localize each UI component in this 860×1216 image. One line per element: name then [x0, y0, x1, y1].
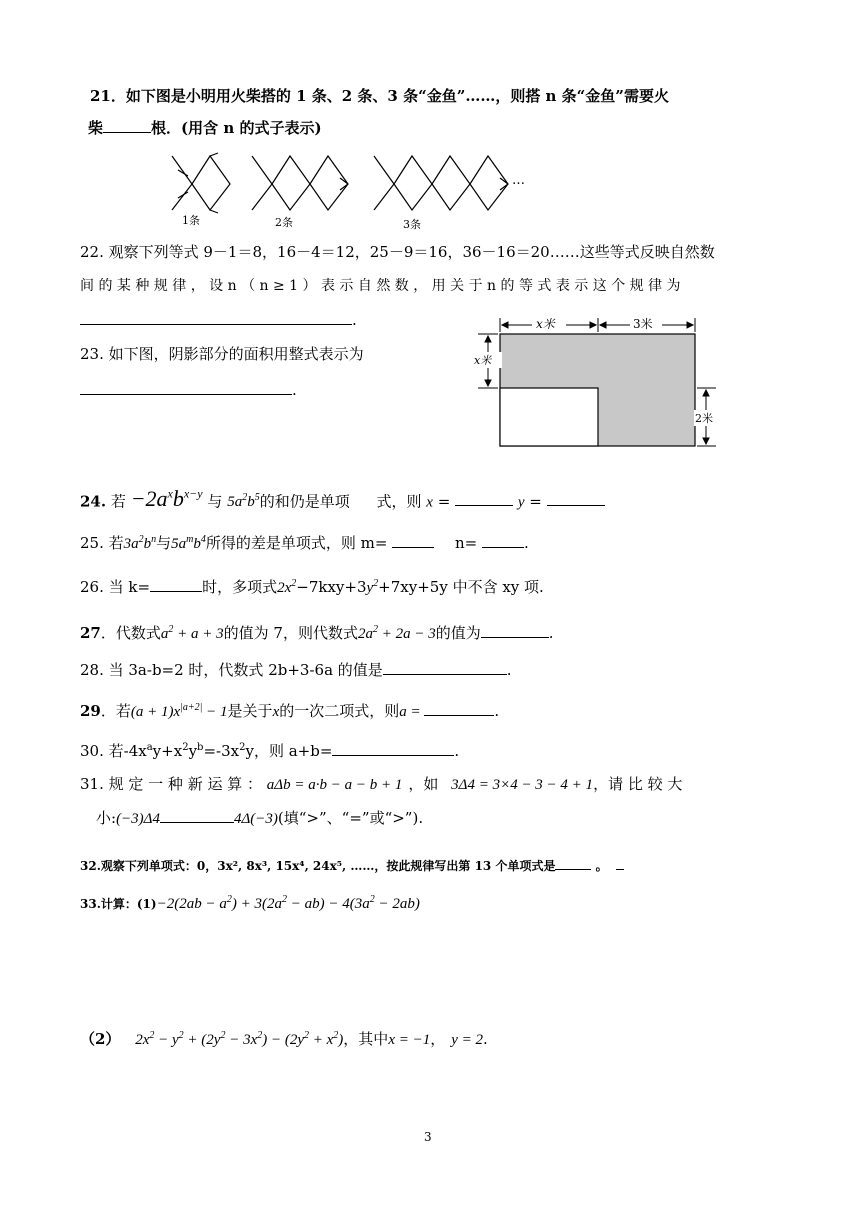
page-number: 3 [424, 1130, 432, 1144]
q24-t3: 的和仍是单项 [259, 492, 350, 511]
q26-term2: $y^2$ [366, 578, 379, 596]
q22-end: . [352, 311, 357, 329]
q32-t1: 32.观察下列单项式：0，3x², 8x³, 15x⁴, 24x⁵, ……，按此规律写出第 13 个单项式是 [80, 859, 556, 873]
q25-term1: $3a^2b^n$ [123, 534, 157, 552]
q24-x-blank[interactable] [455, 491, 513, 506]
q26-t2: 时，多项式 [202, 578, 278, 596]
q24-y: y [517, 494, 525, 511]
q33-part1 [80, 890, 420, 914]
q25-t1: 25. 若 [80, 534, 124, 552]
q29-expr: $(a + 1)x^{|a+2|} - 1$ [130, 702, 228, 720]
q26-t4: +7xy+5y 中不含 xy 项. [378, 578, 544, 596]
q24-line [80, 484, 605, 510]
q31-line2 [96, 808, 423, 829]
fish-label-2: 2条 [275, 216, 293, 229]
q25-t5: . [523, 534, 529, 552]
q33-t1: 33.计算：(1) [80, 897, 157, 911]
q21-line1 [90, 86, 669, 106]
q31-compare-blank[interactable] [160, 808, 234, 823]
q30-answer-blank[interactable] [332, 741, 454, 756]
q23-end: . [292, 381, 297, 399]
q28-t1: 28. 当 3a-b=2 时，代数式 2b+3-6a 的值是 [80, 661, 383, 679]
q31-definition: aΔb = a·b − a − b + 1 [266, 777, 403, 793]
q33-expr1: $-2(2ab - a^2) + 3(2a^2 - ab) - 4(3a^2 - 2ab)$ [156, 894, 420, 912]
q30-t3: y [188, 742, 198, 760]
q33-p2-where: ，其中 [343, 1030, 389, 1048]
q30-t4: =-3x [203, 742, 240, 760]
fish-label-1: 1条 [182, 214, 200, 227]
q27-t4: . [548, 624, 554, 642]
q31-t1: 31. 规 定 一 种 新 运 算 ： [80, 775, 263, 793]
q25-term2: $5a^mb^4$ [171, 534, 206, 552]
q23-line2 [80, 380, 297, 400]
q21-answer-blank[interactable] [103, 118, 151, 133]
q31-t2: ，如 [408, 775, 439, 793]
q21-line2 [88, 118, 322, 138]
q31-t5: (填“>”、“=”或“>”). [277, 809, 424, 827]
q30-t6: . [454, 742, 460, 760]
q26-k-blank[interactable] [150, 577, 202, 592]
q24-term1: $-2a^xb^{x-y}$ [130, 486, 203, 512]
q33-p2-end: . [483, 1030, 488, 1048]
q27-number: 27 [80, 624, 101, 642]
q24-t1: 若 [110, 492, 126, 511]
fish-1 [172, 153, 230, 213]
white-rect [500, 388, 598, 446]
q28-line [80, 660, 512, 680]
q32-line [80, 856, 624, 876]
q33-x-value: x = −1 [388, 1032, 431, 1048]
fish-2 [252, 156, 348, 210]
q31-example: 3Δ4 = 3×4 − 3 − 4 + 1 [451, 777, 594, 793]
q27-t3: 的值为 [435, 624, 481, 642]
q24-t4: 式，则 [376, 492, 422, 511]
q33-part2: （2） $2x^2 - y^2 + (2y^2 - 3x^2) - (2y^2 + x^2)$，其中x = −1， y = 2. [80, 1030, 488, 1048]
q29-line [80, 698, 499, 722]
q24-y-blank[interactable] [547, 491, 605, 506]
q24-t2: 与 [207, 492, 223, 511]
q32-answer-blank[interactable] [555, 858, 591, 870]
dim-top-right: 3米 [633, 317, 653, 331]
q28-t2: . [506, 661, 512, 679]
q23-answer-blank[interactable] [80, 380, 292, 395]
q24-number: 24. [80, 492, 107, 511]
q29-number: 29 [80, 702, 101, 720]
shaded-area-figure [470, 312, 720, 452]
q24-eq2: = [524, 492, 547, 511]
q26-term1: $2x^2$ [277, 578, 297, 596]
q27-expr2: $2a^2 + 2a - 3$ [357, 624, 436, 642]
q27-answer-blank[interactable] [481, 623, 549, 638]
q27-t2: 的值为 7，则代数式 [223, 624, 358, 642]
q30-t5: y，则 a+b= [245, 742, 333, 760]
q26-t3: −7kxy+3 [296, 578, 367, 596]
matchstick-fish-figure [160, 148, 530, 232]
dim-left: x米 [474, 354, 492, 367]
q21-number: 21 [90, 87, 111, 105]
fish-label-3: 3条 [403, 218, 421, 231]
q26-line [80, 574, 544, 598]
q32-trailing-mark [616, 858, 624, 870]
q29-t2: 是关于 [227, 702, 273, 720]
q29-t4: . [494, 702, 500, 720]
q24-eq1: = [432, 492, 456, 511]
q27-line [80, 620, 554, 644]
q25-t3: 所得的差是单项式，则 m= [205, 534, 393, 552]
q29-answer-blank[interactable] [424, 701, 494, 716]
q30-line: 30. 若$-4x^ay+x^2y^b=-3x^2y$，则 a+b= . [80, 742, 460, 760]
dim-right: 2米 [695, 412, 713, 425]
q25-m-blank[interactable] [392, 533, 434, 548]
q28-answer-blank[interactable] [383, 660, 507, 675]
q25-n-blank[interactable] [482, 533, 524, 548]
q31-t3: ，请 比 较 大 [593, 775, 683, 793]
q23-line1: 23. 如下图，阴影部分的面积用整式表示为 [80, 345, 364, 363]
q22-line2: 间 的 某 种 规 律 ， 设 n （ n ≥ 1 ） 表 示 自 然 数 ， 用 关 于 n 的 等 式 表 示 这 个 规 律 为 [80, 278, 681, 294]
q27-t1: ．代数式 [100, 624, 161, 642]
q31-rhs: 4Δ(−3) [233, 811, 278, 827]
q26-t1: 26. 当 k= [80, 578, 151, 596]
q24-x: x [426, 494, 433, 511]
q25-line [80, 530, 529, 554]
fish-dots: … [512, 173, 525, 188]
q21-text-a: 柴 [88, 119, 104, 137]
q24-term2: $5a^2b^5$ [227, 492, 260, 511]
q21-text-b: 根．(用含 n 的式子表示) [151, 119, 322, 137]
q25-t2: 与 [156, 534, 172, 552]
q29-t3: 的一次二项式，则 [279, 702, 400, 720]
q21-text: ．如下图是小明用火柴搭的 1 条、2 条、3 条“金鱼”……，则搭 n 条“金鱼”需要火 [110, 87, 669, 105]
q31-line1 [80, 774, 682, 795]
q29-t1: ．若 [100, 702, 131, 720]
q29-a-eq: a = [399, 704, 425, 720]
q31-lhs: (−3)Δ4 [116, 811, 160, 827]
q31-t4: 小: [96, 809, 117, 827]
q22-answer-blank[interactable] [80, 310, 352, 325]
q25-t4: n= [450, 534, 482, 552]
q29-var-x: x [272, 704, 280, 720]
fish-3 [374, 156, 508, 210]
q27-expr1: $a^2 + a + 3$ [160, 624, 224, 642]
q33-expr2: $2x^2 - y^2 + (2y^2 - 3x^2) - (2y^2 + x^2)$ [135, 1030, 344, 1048]
q33-y-value: y = 2 [451, 1032, 484, 1048]
dim-top-left: x米 [536, 317, 555, 331]
q30-t1: 30. 若-4x [80, 742, 147, 760]
q22-line1: 22. 观察下列等式 9－1＝8，16－4＝12，25－9＝16，36－16＝20……这些等式反映自然数 [80, 243, 715, 261]
q22-line3 [80, 310, 357, 330]
q32-t2: 。 [591, 859, 608, 873]
q33-p2-label: （2） [80, 1030, 121, 1048]
q30-t2: y+x [152, 742, 183, 760]
